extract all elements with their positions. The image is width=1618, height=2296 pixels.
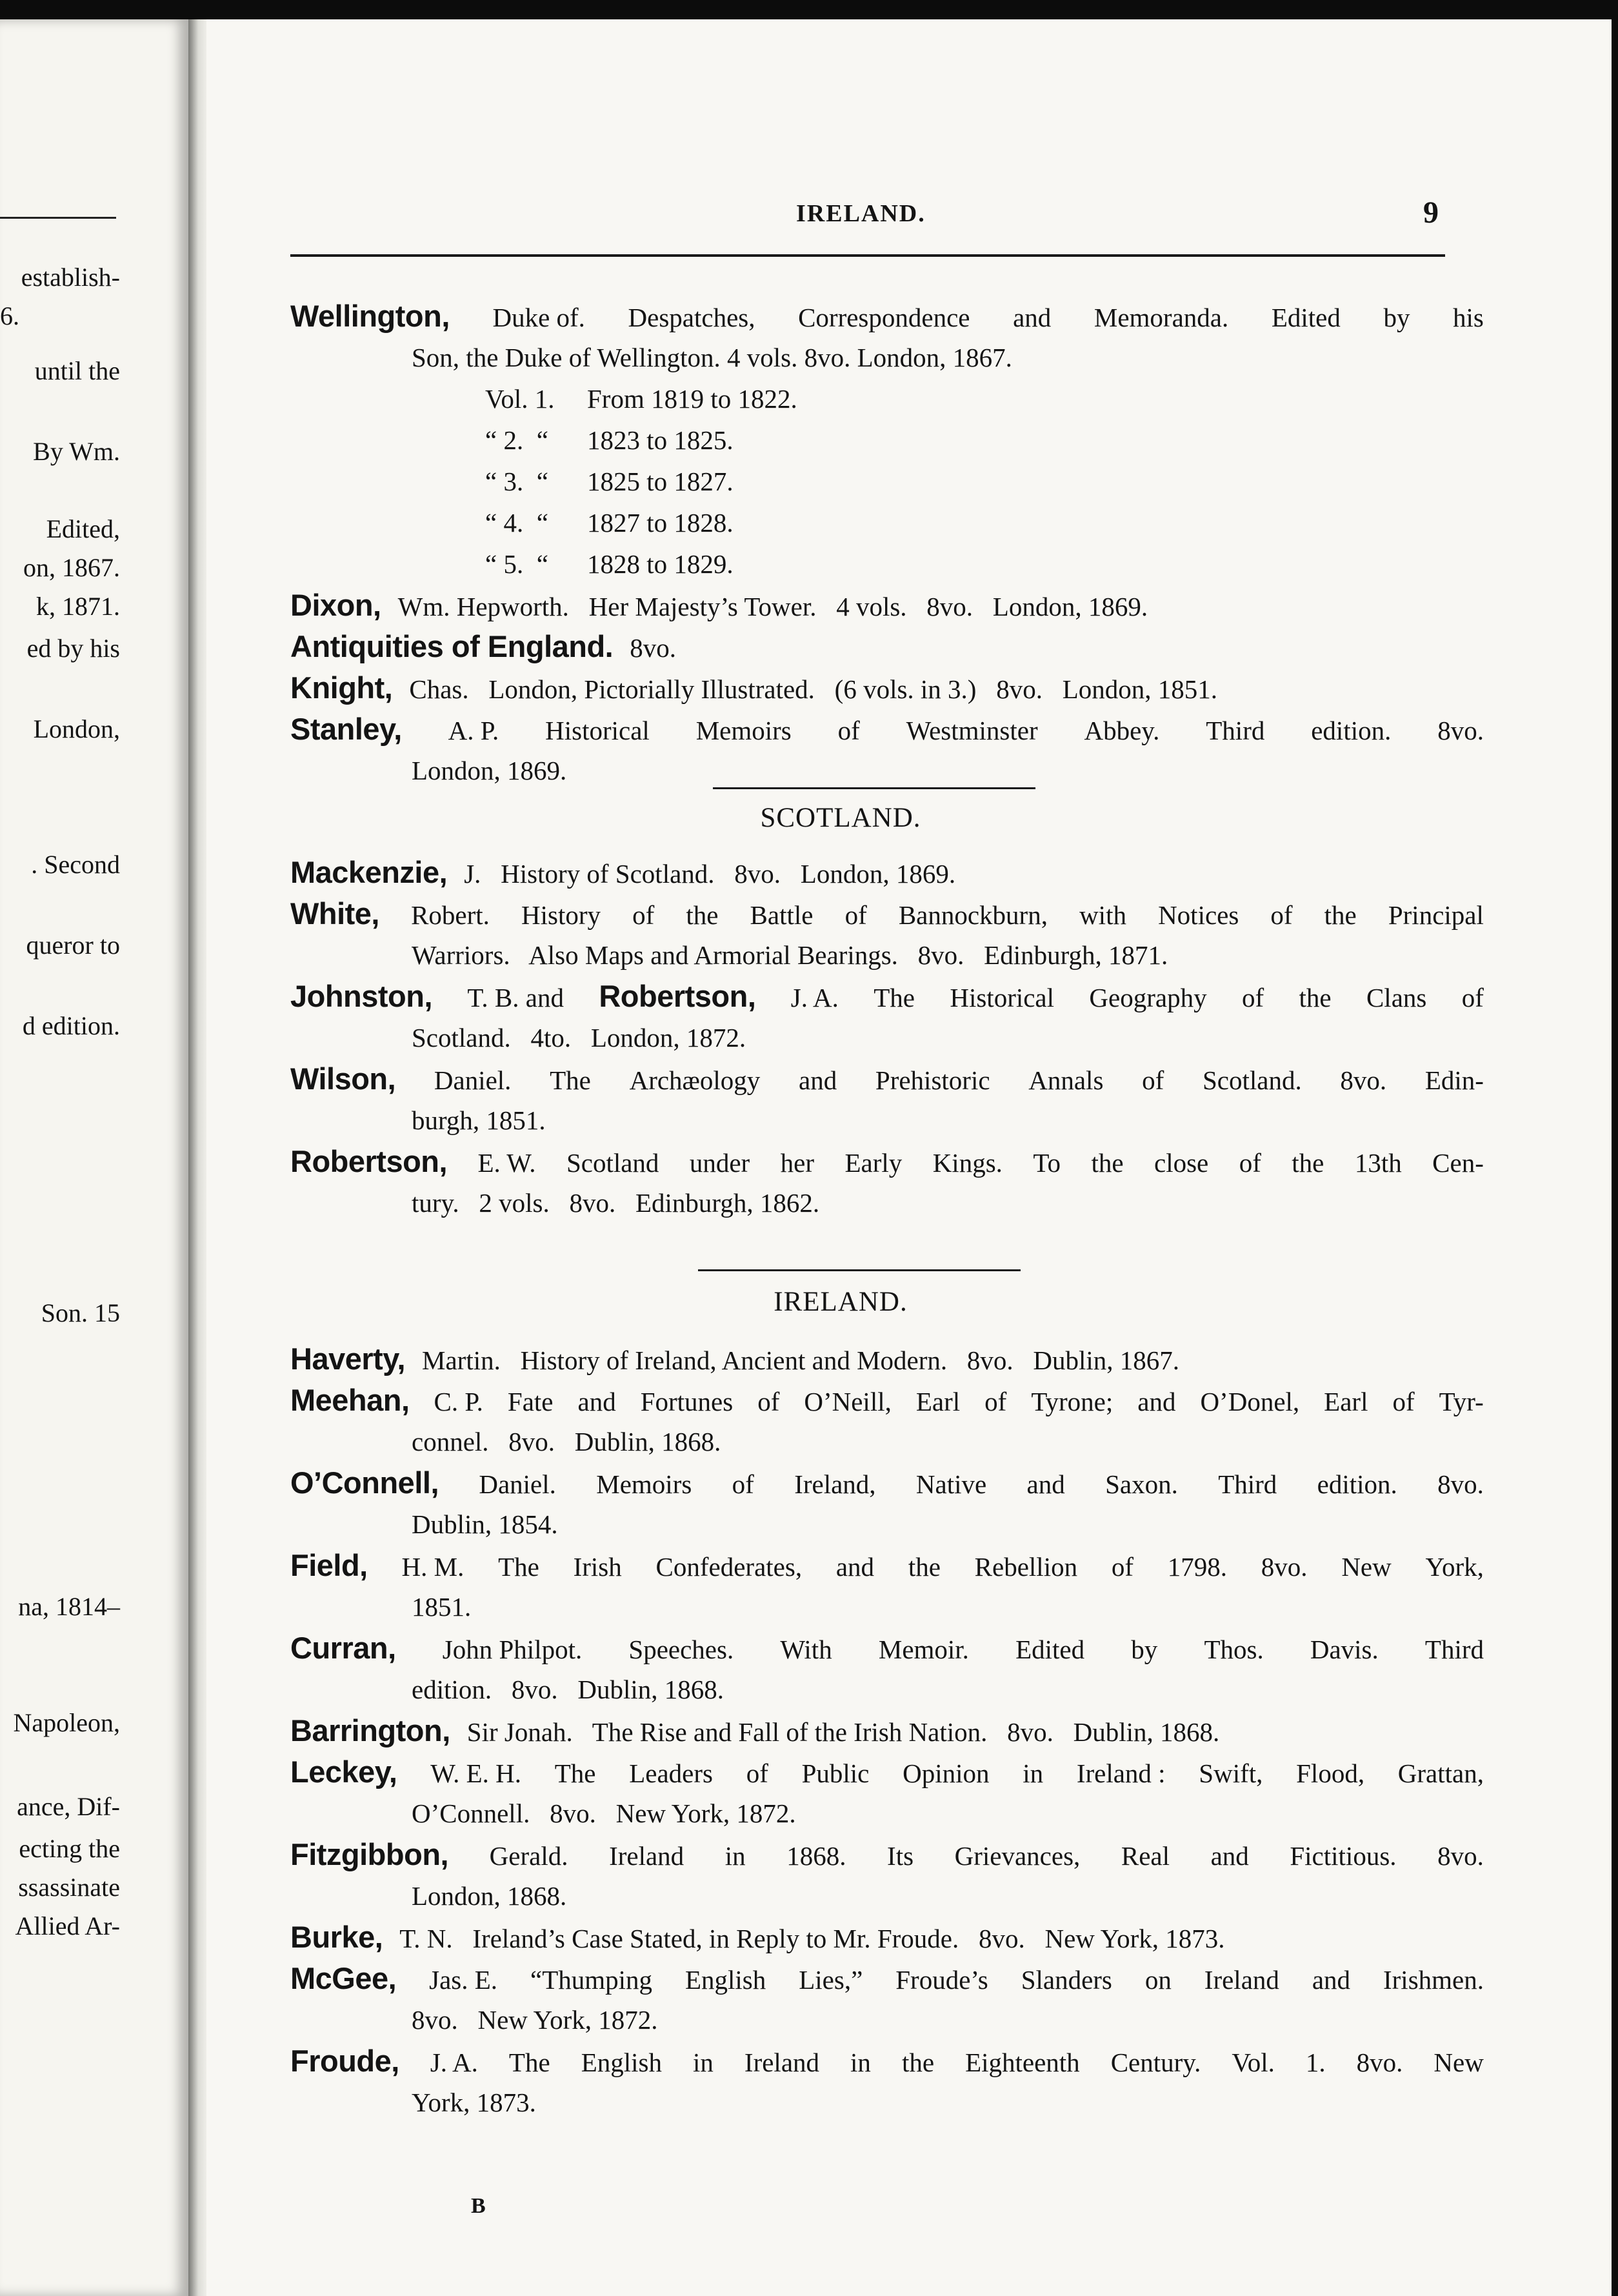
left-page-text: . Second bbox=[31, 850, 120, 879]
word: J. A. bbox=[790, 983, 839, 1012]
word: Irish bbox=[573, 1552, 622, 1582]
word: of bbox=[1239, 1148, 1261, 1178]
word: of bbox=[1392, 1387, 1415, 1416]
word: Scotland. bbox=[1202, 1065, 1302, 1095]
author-name: Barrington, bbox=[290, 1713, 450, 1747]
entry-text: Wm. Hepworth. Her Majesty’s Tower. 4 vols. 8vo. London, 1869. bbox=[397, 592, 1148, 621]
entry-first-line bbox=[290, 585, 1484, 626]
entry-first-line bbox=[290, 1380, 1484, 1421]
word: Confederates, bbox=[655, 1552, 803, 1582]
coauthor-name: Robertson, bbox=[599, 979, 756, 1013]
word: Real bbox=[1121, 1841, 1170, 1871]
entry-first-line bbox=[290, 2040, 1484, 2082]
word: Memoranda. bbox=[1094, 303, 1229, 332]
word: Memoir. bbox=[878, 1635, 969, 1664]
word: Ireland bbox=[609, 1841, 684, 1871]
word: Robert. bbox=[411, 900, 490, 930]
word: and bbox=[1210, 1841, 1249, 1871]
left-page-text: Napoleon, bbox=[13, 1708, 120, 1737]
left-page-text: By Wm. bbox=[33, 437, 120, 466]
word: Saxon. bbox=[1105, 1469, 1178, 1499]
entry-first-line bbox=[290, 709, 1484, 750]
entry-first-line bbox=[290, 626, 1484, 667]
word: of bbox=[732, 1469, 754, 1499]
word: Ireland : bbox=[1076, 1758, 1166, 1788]
entry-white bbox=[290, 893, 1484, 976]
volume-item bbox=[485, 419, 1484, 461]
left-page-text: Edited, bbox=[46, 514, 120, 543]
entry-antiquities bbox=[290, 626, 1484, 667]
word: Gerald. bbox=[489, 1841, 568, 1871]
word: the bbox=[908, 1552, 941, 1582]
entry-text: T. B. and bbox=[467, 983, 564, 1012]
entry-leckey bbox=[290, 1751, 1484, 1834]
word: Fictitious. bbox=[1290, 1841, 1397, 1871]
entry-first-line bbox=[290, 1141, 1484, 1182]
header-rule bbox=[290, 254, 1445, 257]
word: “Thumping bbox=[530, 1965, 653, 1995]
word: Earl bbox=[1324, 1387, 1368, 1416]
volume-label: “ 2. “ bbox=[485, 425, 548, 455]
author-name: Wilson, bbox=[290, 1062, 396, 1096]
author-name: Stanley, bbox=[290, 712, 402, 746]
left-page-text: 6. bbox=[0, 301, 19, 330]
word: Slanders bbox=[1021, 1965, 1112, 1995]
word: by bbox=[1131, 1635, 1158, 1664]
word: Kings. bbox=[932, 1148, 1003, 1178]
word: Fate bbox=[507, 1387, 554, 1416]
word: Flood, bbox=[1296, 1758, 1365, 1788]
word: History bbox=[521, 900, 601, 930]
entry-first-line bbox=[290, 1338, 1484, 1380]
entry-wellington bbox=[290, 296, 1484, 585]
author-name: Dixon, bbox=[290, 588, 381, 622]
word: edition. bbox=[1317, 1469, 1397, 1499]
entry-first-line bbox=[290, 852, 1484, 893]
volume-range: 1828 to 1829. bbox=[587, 549, 734, 579]
word: Irishmen. bbox=[1383, 1965, 1484, 1995]
entry-continuation: Warriors. Also Maps and Armorial Bearings. 8vo. Edinburgh, 1871. bbox=[412, 940, 1168, 970]
entry-continuation: London, 1868. bbox=[412, 1881, 567, 1911]
word: 8vo. bbox=[1340, 1065, 1387, 1095]
left-page-text: London, bbox=[33, 714, 120, 743]
word: the bbox=[1292, 1148, 1324, 1178]
word: Annals bbox=[1028, 1065, 1104, 1095]
running-head: IRELAND. bbox=[796, 200, 926, 227]
word: Speeches. bbox=[628, 1635, 734, 1664]
entry-continuation: Scotland. 4to. London, 1872. bbox=[412, 1023, 746, 1052]
word: of bbox=[1142, 1065, 1164, 1095]
entry-stanley bbox=[290, 709, 1484, 791]
word: Jas. E. bbox=[429, 1965, 498, 1995]
left-page-text: ance, Dif- bbox=[17, 1792, 120, 1821]
word: New bbox=[1341, 1552, 1392, 1582]
word: Battle bbox=[750, 900, 814, 930]
word: English bbox=[684, 1965, 766, 1995]
entry-continuation: Dublin, 1854. bbox=[412, 1509, 558, 1539]
author-name: White, bbox=[290, 896, 379, 931]
main-page bbox=[206, 19, 1612, 2296]
word: C. P. bbox=[434, 1387, 483, 1416]
page-header bbox=[206, 196, 1612, 234]
page-number: 9 bbox=[1423, 196, 1439, 230]
word: 8vo. bbox=[1261, 1552, 1308, 1582]
word: of bbox=[1461, 983, 1484, 1012]
entry-text: 8vo. bbox=[630, 633, 676, 663]
left-page-text: Allied Ar- bbox=[15, 1911, 120, 1940]
entry-text: T. N. Ireland’s Case Stated, in Reply to Mr. Froude. 8vo. New York, 1873. bbox=[399, 1924, 1225, 1953]
word: E. W. bbox=[477, 1148, 536, 1178]
author-name: Froude, bbox=[290, 2044, 399, 2078]
word: Abbey. bbox=[1084, 716, 1160, 745]
word: Geography bbox=[1089, 983, 1207, 1012]
volume-range: 1827 to 1828. bbox=[587, 508, 734, 538]
book-gutter bbox=[188, 19, 206, 2296]
entry-froude bbox=[290, 2040, 1484, 2123]
word: Public bbox=[801, 1758, 870, 1788]
left-page-text: ed by his bbox=[26, 634, 120, 663]
word: The bbox=[508, 2048, 550, 2077]
entry-first-line bbox=[290, 296, 1484, 337]
word: Eighteenth bbox=[965, 2048, 1080, 2077]
word: with bbox=[1079, 900, 1126, 930]
author-name: Wellington, bbox=[290, 299, 450, 333]
word: Froude’s bbox=[895, 1965, 988, 1995]
entry-dixon bbox=[290, 585, 1484, 626]
word: the bbox=[1091, 1148, 1124, 1178]
word: 1798. bbox=[1167, 1552, 1228, 1582]
entry-first-line bbox=[290, 667, 1484, 709]
word: H. M. bbox=[401, 1552, 464, 1582]
author-name: Mackenzie, bbox=[290, 855, 448, 889]
word: Earl bbox=[915, 1387, 961, 1416]
entry-mackenzie bbox=[290, 852, 1484, 893]
word: 1. bbox=[1305, 2048, 1326, 2077]
word: of bbox=[837, 716, 860, 745]
word: W. E. H. bbox=[430, 1758, 522, 1788]
volume-item bbox=[485, 378, 1484, 419]
word: Tyrone; bbox=[1031, 1387, 1114, 1416]
word: of bbox=[1241, 983, 1264, 1012]
word: O’Neill, bbox=[804, 1387, 892, 1416]
entry-knight bbox=[290, 667, 1484, 709]
entry-first-line bbox=[290, 893, 1484, 934]
word: The bbox=[498, 1552, 539, 1582]
entry-continuation: connel. 8vo. Dublin, 1868. bbox=[412, 1427, 721, 1456]
word: Daniel. bbox=[434, 1065, 512, 1095]
word: Cen- bbox=[1432, 1148, 1484, 1178]
left-page-text: establish- bbox=[21, 263, 120, 292]
entry-first-line bbox=[290, 1958, 1484, 1999]
author-name: McGee, bbox=[290, 1961, 397, 1995]
left-page-text: d edition. bbox=[22, 1011, 120, 1040]
word: Ireland, bbox=[794, 1469, 876, 1499]
entry-barrington bbox=[290, 1710, 1484, 1751]
word: in bbox=[724, 1841, 746, 1871]
word: of bbox=[757, 1387, 780, 1416]
left-page-text: Son. 15 bbox=[41, 1298, 120, 1327]
word: Lies,” bbox=[799, 1965, 863, 1995]
word: and bbox=[1026, 1469, 1065, 1499]
word: in bbox=[1023, 1758, 1044, 1788]
entry-text: Chas. London, Pictorially Illustrated. (6 vols. in 3.) 8vo. London, 1851. bbox=[409, 674, 1218, 704]
word: of bbox=[1111, 1552, 1134, 1582]
word: by bbox=[1383, 303, 1410, 332]
word: Rebellion bbox=[974, 1552, 1078, 1582]
word: Swift, bbox=[1199, 1758, 1263, 1788]
word: Tyr- bbox=[1439, 1387, 1484, 1416]
word: Ireland bbox=[1204, 1965, 1279, 1995]
word: on bbox=[1144, 1965, 1172, 1995]
volume-label: “ 4. “ bbox=[485, 508, 548, 538]
volume-item bbox=[485, 543, 1484, 585]
word: Early bbox=[844, 1148, 903, 1178]
word: of bbox=[844, 900, 867, 930]
ireland-entries bbox=[290, 1338, 1484, 2123]
word: and bbox=[1312, 1965, 1351, 1995]
word: Westminster bbox=[906, 716, 1038, 745]
word: 8vo. bbox=[1437, 716, 1484, 745]
author-name: Meehan, bbox=[290, 1383, 410, 1417]
word: her bbox=[780, 1148, 815, 1178]
word: the bbox=[1299, 983, 1332, 1012]
entry-first-line bbox=[290, 1834, 1484, 1875]
entry-johnston bbox=[290, 976, 1484, 1058]
author-name: Antiquities of England. bbox=[290, 629, 614, 663]
word: Native bbox=[915, 1469, 987, 1499]
word: Edited bbox=[1271, 303, 1341, 332]
word: O’Donel, bbox=[1200, 1387, 1300, 1416]
word: Ireland bbox=[744, 2048, 820, 2077]
author-name: Burke, bbox=[290, 1920, 383, 1954]
word: of bbox=[984, 1387, 1007, 1416]
word: Principal bbox=[1388, 900, 1484, 930]
word: The bbox=[874, 983, 915, 1012]
entry-continuation: London, 1869. bbox=[412, 756, 567, 785]
word: 13th bbox=[1354, 1148, 1402, 1178]
word: Third bbox=[1218, 1469, 1277, 1499]
word: John Philpot. bbox=[442, 1635, 583, 1664]
word: close bbox=[1154, 1148, 1209, 1178]
word: The bbox=[554, 1758, 596, 1788]
entry-first-line bbox=[290, 1751, 1484, 1793]
left-page-text: on, 1867. bbox=[23, 553, 120, 582]
word: Fortunes bbox=[640, 1387, 734, 1416]
word: in bbox=[850, 2048, 871, 2077]
entry-fitzgibbon bbox=[290, 1834, 1484, 1917]
entry-continuation: 1851. bbox=[412, 1592, 472, 1622]
word: the bbox=[686, 900, 719, 930]
word: Third bbox=[1424, 1635, 1484, 1664]
volume-range: 1823 to 1825. bbox=[587, 425, 734, 455]
word: Edin- bbox=[1424, 1065, 1484, 1095]
volume-label: Vol. 1. bbox=[485, 384, 555, 414]
entry-first-line bbox=[290, 1627, 1484, 1669]
left-page-text: na, 1814– bbox=[18, 1592, 120, 1621]
entry-first-line bbox=[290, 1917, 1484, 1958]
entry-mcgee bbox=[290, 1958, 1484, 2040]
entry-meehan bbox=[290, 1380, 1484, 1462]
word: English bbox=[581, 2048, 662, 2077]
volume-item bbox=[485, 461, 1484, 502]
author-name: Curran, bbox=[290, 1631, 396, 1665]
word: and bbox=[1013, 303, 1052, 332]
entry-first-line bbox=[290, 1058, 1484, 1100]
entry-first-line bbox=[290, 1545, 1484, 1586]
word: Historical bbox=[545, 716, 650, 745]
word: Duke of. bbox=[492, 303, 585, 332]
word: and bbox=[799, 1065, 837, 1095]
word: Scotland bbox=[566, 1148, 659, 1178]
scotland-entries bbox=[290, 852, 1484, 1224]
word: Grattan, bbox=[1397, 1758, 1484, 1788]
word: 8vo. bbox=[1437, 1841, 1484, 1871]
word: 8vo. bbox=[1356, 2048, 1403, 2077]
signature-mark: B bbox=[471, 2194, 486, 2218]
left-page-text: until the bbox=[34, 356, 120, 385]
section-rule bbox=[713, 787, 1035, 789]
left-page-rule bbox=[0, 217, 116, 219]
word: in bbox=[693, 2048, 714, 2077]
author-name: Haverty, bbox=[290, 1342, 406, 1376]
word: 8vo. bbox=[1437, 1469, 1484, 1499]
word: the bbox=[901, 2048, 935, 2077]
word: With bbox=[780, 1635, 832, 1664]
word: and bbox=[1137, 1387, 1176, 1416]
word: Grievances, bbox=[954, 1841, 1081, 1871]
entry-continuation: burgh, 1851. bbox=[412, 1105, 546, 1135]
england-entries bbox=[290, 296, 1484, 791]
entry-continuation: York, 1873. bbox=[412, 2088, 536, 2117]
volume-range: 1825 to 1827. bbox=[587, 467, 734, 496]
word: the bbox=[1324, 900, 1357, 930]
entry-field bbox=[290, 1545, 1484, 1627]
section-rule bbox=[698, 1269, 1021, 1271]
entry-wilson bbox=[290, 1058, 1484, 1141]
word: Its bbox=[887, 1841, 914, 1871]
volume-range: From 1819 to 1822. bbox=[587, 384, 797, 414]
word: Archæology bbox=[629, 1065, 761, 1095]
left-page-text: ssassinate bbox=[18, 1873, 120, 1902]
word: Daniel. bbox=[479, 1469, 556, 1499]
word: Thos. bbox=[1204, 1635, 1264, 1664]
author-name: O’Connell, bbox=[290, 1465, 439, 1500]
volume-label: “ 3. “ bbox=[485, 467, 548, 496]
left-page-text: k, 1871. bbox=[36, 592, 120, 621]
word: Correspondence bbox=[798, 303, 970, 332]
entry-first-line bbox=[290, 976, 1484, 1017]
section-heading-scotland: SCOTLAND. bbox=[760, 803, 921, 833]
volume-list bbox=[290, 378, 1484, 585]
word: Third bbox=[1206, 716, 1265, 745]
word: edition. bbox=[1311, 716, 1392, 745]
word: Prehistoric bbox=[875, 1065, 990, 1095]
entry-first-line bbox=[290, 1462, 1484, 1504]
word: his bbox=[1453, 303, 1484, 332]
author-name: Robertson, bbox=[290, 1144, 448, 1178]
entry-first-line bbox=[290, 1710, 1484, 1751]
entry-text: Sir Jonah. The Rise and Fall of the Irish Nation. 8vo. Dublin, 1868. bbox=[466, 1717, 1220, 1747]
author-name: Knight, bbox=[290, 670, 393, 705]
word: Davis. bbox=[1310, 1635, 1379, 1664]
word: Bannockburn, bbox=[898, 900, 1048, 930]
entry-text: J. History of Scotland. 8vo. London, 1869. bbox=[464, 859, 956, 889]
word: Despatches, bbox=[628, 303, 755, 332]
author-name: Johnston, bbox=[290, 979, 433, 1013]
entry-oconnell bbox=[290, 1462, 1484, 1545]
left-page-text: queror to bbox=[26, 931, 120, 960]
word: 1868. bbox=[786, 1841, 846, 1871]
word: Historical bbox=[950, 983, 1055, 1012]
word: under bbox=[689, 1148, 750, 1178]
author-name: Field, bbox=[290, 1548, 368, 1582]
entry-robertson bbox=[290, 1141, 1484, 1224]
word: of bbox=[632, 900, 655, 930]
left-page-text: ecting the bbox=[19, 1834, 120, 1863]
entry-curran bbox=[290, 1627, 1484, 1710]
word: of bbox=[1270, 900, 1293, 930]
word: and bbox=[577, 1387, 616, 1416]
left-page-fragment bbox=[0, 19, 188, 2296]
entry-continuation: Son, the Duke of Wellington. 4 vols. 8vo. London, 1867. bbox=[412, 343, 1012, 372]
author-name: Leckey, bbox=[290, 1755, 397, 1789]
word: A. P. bbox=[448, 716, 499, 745]
word: Leaders bbox=[629, 1758, 713, 1788]
word: Memoirs bbox=[596, 1469, 692, 1499]
word: Memoirs bbox=[695, 716, 792, 745]
volume-item bbox=[485, 502, 1484, 543]
entry-continuation: 8vo. New York, 1872. bbox=[412, 2005, 658, 2035]
entry-continuation: tury. 2 vols. 8vo. Edinburgh, 1862. bbox=[412, 1188, 820, 1218]
word: Opinion bbox=[903, 1758, 990, 1788]
word: J. A. bbox=[430, 2048, 478, 2077]
section-heading-ireland: IRELAND. bbox=[774, 1287, 908, 1317]
word: To bbox=[1033, 1148, 1061, 1178]
word: Notices bbox=[1158, 900, 1239, 930]
entry-haverty bbox=[290, 1338, 1484, 1380]
word: Clans bbox=[1366, 983, 1427, 1012]
word: Century. bbox=[1110, 2048, 1201, 2077]
word: The bbox=[550, 1065, 591, 1095]
author-name: Fitzgibbon, bbox=[290, 1837, 449, 1871]
volume-label: “ 5. “ bbox=[485, 549, 548, 579]
entry-text: Martin. History of Ireland, Ancient and Modern. 8vo. Dublin, 1867. bbox=[422, 1345, 1180, 1375]
word: Vol. bbox=[1232, 2048, 1275, 2077]
entry-continuation: edition. 8vo. Dublin, 1868. bbox=[412, 1675, 724, 1704]
word: of bbox=[746, 1758, 768, 1788]
entry-continuation: O’Connell. 8vo. New York, 1872. bbox=[412, 1798, 796, 1828]
word: Edited bbox=[1015, 1635, 1085, 1664]
entry-burke bbox=[290, 1917, 1484, 1958]
word: New bbox=[1433, 2048, 1484, 2077]
word: York, bbox=[1425, 1552, 1484, 1582]
word: and bbox=[835, 1552, 875, 1582]
